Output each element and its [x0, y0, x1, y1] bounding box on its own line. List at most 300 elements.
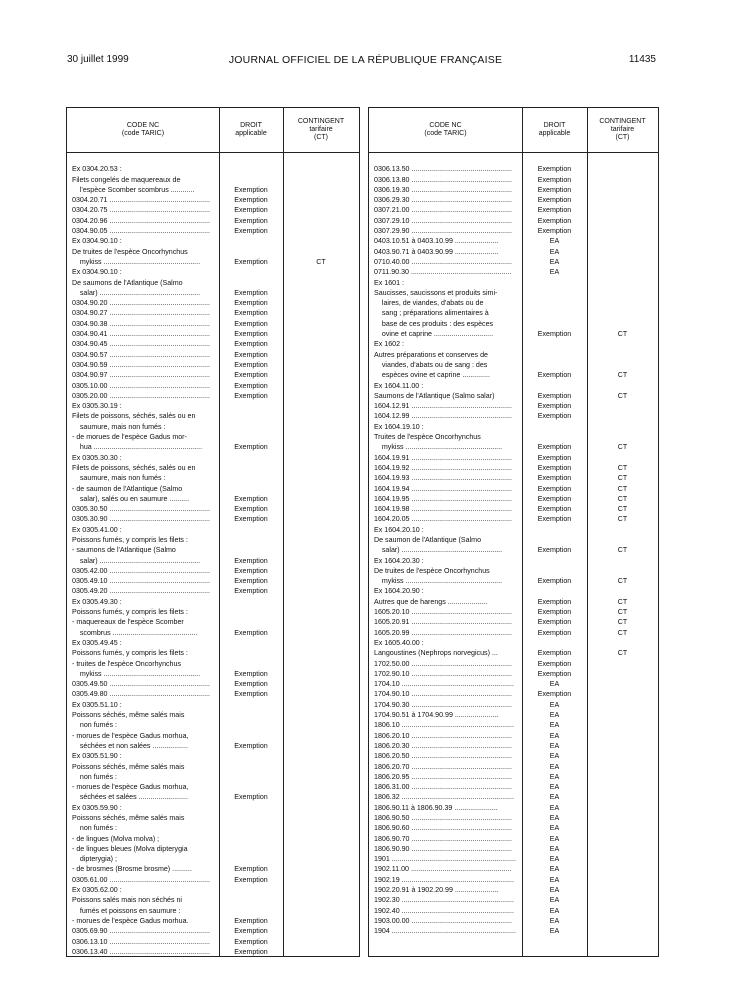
nc-code-cell: 0305.49.20 ................................................... — [72, 587, 210, 596]
nc-code-cell: 0306.19.30 ................................................... — [374, 185, 512, 194]
table-row — [67, 176, 359, 186]
droit-cell: Exemption — [537, 165, 572, 174]
droit-cell: Exemption — [234, 741, 268, 750]
droit-cell: Exemption — [537, 515, 572, 524]
nc-code-cell: 0305.49.80 ................................................... — [72, 690, 210, 699]
nc-code-cell: Saucisses, saucissons et produits simi- — [374, 288, 498, 297]
table-row — [67, 721, 359, 731]
nc-code-cell: - morues de l'espèce Gadus morhua. — [72, 916, 189, 925]
nc-code-cell: dipterygia) ; — [72, 855, 117, 864]
nc-code-cell: Saumons de l'Atlantique (Salmo salar) — [374, 391, 495, 400]
nc-code-cell: 1806.90.11 à 1806.90.39 ...................... — [374, 803, 498, 812]
droit-cell: Exemption — [537, 175, 572, 184]
table-row — [67, 495, 359, 505]
nc-code-cell: 0710.40.00 ................................................... — [374, 257, 512, 266]
droit-cell: EA — [549, 680, 560, 689]
nc-code-cell: Autres préparations et conserves de — [374, 350, 488, 359]
nc-code-cell: 1604.19.94 ................................................... — [374, 484, 512, 493]
droit-cell: Exemption — [234, 505, 268, 514]
droit-cell: EA — [549, 257, 560, 266]
droit-cell: Exemption — [234, 680, 268, 689]
nc-code-cell: 1806.31.00 ................................................... — [374, 783, 512, 792]
header-code-line2: (code TARIC) — [121, 130, 165, 137]
table-row — [369, 608, 658, 618]
table-row — [67, 763, 359, 773]
nc-code-cell: 0306.29.30 ................................................... — [374, 196, 512, 205]
nc-code-cell: 0307.29.90 ................................................... — [374, 227, 512, 236]
table-row — [369, 690, 658, 700]
nc-code-cell: Ex 0305.49.45 : — [72, 638, 122, 647]
nc-code-cell: 0304.20.71 ................................................... — [72, 196, 210, 205]
table-row — [369, 660, 658, 670]
nc-code-cell: 1604.12.99 ................................................... — [374, 412, 512, 421]
header-droit-line2: applicable — [235, 130, 267, 137]
table-row — [67, 773, 359, 783]
droit-cell: EA — [549, 886, 560, 895]
droit-cell: EA — [549, 916, 560, 925]
table-row — [67, 660, 359, 670]
table-row — [369, 835, 658, 845]
header-code-line1: CODE NC — [126, 122, 160, 129]
nc-code-cell: Autres que de harengs .................... — [374, 597, 488, 606]
nc-code-cell: viandes, d'abats ou de sang : des — [374, 360, 488, 369]
table-body-left — [67, 155, 359, 958]
droit-cell: Exemption — [234, 350, 268, 359]
table-row — [369, 907, 658, 917]
table-row — [369, 546, 658, 556]
nc-code-cell: 1604.19.91 ................................................... — [374, 453, 512, 462]
nc-code-cell: 0304.90.38 ................................................... — [72, 319, 210, 328]
table-row — [67, 412, 359, 422]
nc-code-cell: De saumons de l'Atlantique (Salmo — [72, 278, 183, 287]
table-row — [67, 608, 359, 618]
table-row — [67, 454, 359, 464]
nc-code-cell: 0305.42.00 ................................................... — [72, 566, 210, 575]
table-row — [369, 165, 658, 175]
nc-code-cell: 1806.20.95 ................................................... — [374, 772, 512, 781]
nc-code-cell: Ex 0305.51.10 : — [72, 700, 122, 709]
table-row — [369, 845, 658, 855]
nc-code-cell: base de ces produits : des espèces — [374, 319, 494, 328]
table-row — [369, 299, 658, 309]
page-date: 30 juillet 1999 — [67, 54, 129, 65]
table-row — [369, 505, 658, 515]
table-row — [369, 423, 658, 433]
table-row — [67, 371, 359, 381]
nc-code-cell: 0305.10.00 ................................................... — [72, 381, 210, 390]
table-row — [67, 268, 359, 278]
droit-cell: Exemption — [234, 494, 268, 503]
table-row — [67, 855, 359, 865]
header-contingent — [283, 108, 359, 152]
droit-cell: Exemption — [234, 309, 268, 318]
nc-code-cell: 1704.10 ......................................................... — [374, 680, 514, 689]
table-row — [67, 155, 359, 165]
nc-code-cell: non fumés : — [72, 824, 117, 833]
table-row — [67, 680, 359, 690]
droit-cell: Exemption — [234, 875, 268, 884]
droit-cell: Exemption — [234, 381, 268, 390]
nc-code-cell: 1806.90.90 ................................................... — [374, 844, 512, 853]
nc-code-cell: 1806.20.50 ................................................... — [374, 752, 512, 761]
nc-code-cell: 0305.30.90 ................................................... — [72, 515, 210, 524]
droit-cell: Exemption — [537, 608, 572, 617]
nc-code-cell: mykiss ................................................. — [374, 577, 503, 586]
table-row — [369, 855, 658, 865]
nc-code-cell: 1901 ............................................................... — [374, 855, 516, 864]
nc-code-cell: 1806.32 ......................................................... — [374, 793, 514, 802]
nc-code-cell: 1704.90.51 à 1704.90.99 ...................... — [374, 711, 499, 720]
header-code-line2: (code TARIC) — [424, 130, 467, 137]
nc-code-cell: 0306.13.50 ................................................... — [374, 165, 512, 174]
table-row — [67, 361, 359, 371]
droit-cell: Exemption — [234, 556, 268, 565]
droit-cell: Exemption — [537, 463, 572, 472]
nc-code-cell: 0306.13.80 ................................................... — [374, 175, 512, 184]
table-row — [67, 206, 359, 216]
table-row — [369, 721, 658, 731]
header-droit-line2: applicable — [538, 130, 571, 137]
contingent-cell: CT — [617, 463, 628, 472]
table-row — [369, 711, 658, 721]
nc-code-cell: Truites de l'espèce Oncorhynchus — [374, 433, 481, 442]
table-row — [67, 402, 359, 412]
nc-code-cell: 1902.40 ......................................................... — [374, 906, 514, 915]
table-row — [369, 557, 658, 567]
nc-code-cell: 1902.19 ......................................................... — [374, 875, 514, 884]
droit-cell: EA — [549, 834, 560, 843]
droit-cell: Exemption — [537, 690, 572, 699]
nc-code-cell: mykiss ................................................. — [72, 669, 201, 678]
table-row — [369, 382, 658, 392]
table-row — [67, 927, 359, 937]
droit-cell: Exemption — [537, 669, 572, 678]
droit-cell: Exemption — [537, 649, 572, 658]
table-row — [369, 536, 658, 546]
table-row — [369, 485, 658, 495]
nc-code-cell: Filets de poissons, séchés, salés ou en — [72, 412, 196, 421]
table-row — [67, 505, 359, 515]
nc-code-cell: 1904 ............................................................... — [374, 927, 516, 936]
droit-cell: Exemption — [234, 257, 268, 266]
droit-cell: EA — [549, 247, 560, 256]
table-row — [369, 258, 658, 268]
droit-cell: Exemption — [234, 937, 268, 946]
table-row — [67, 948, 359, 958]
droit-cell: Exemption — [234, 330, 268, 339]
nc-code-cell: 1806.20.10 ................................................... — [374, 731, 512, 740]
table-row — [67, 392, 359, 402]
droit-cell: EA — [549, 855, 560, 864]
nc-code-cell: 0304.90.59 ................................................... — [72, 360, 210, 369]
droit-cell: EA — [549, 896, 560, 905]
table-row — [369, 927, 658, 937]
nc-code-cell: 0305.69.90 ................................................... — [72, 927, 210, 936]
droit-cell: Exemption — [537, 474, 572, 483]
table-row — [67, 690, 359, 700]
contingent-cell: CT — [617, 649, 628, 658]
nc-code-cell: salar) ................................................... — [374, 546, 503, 555]
nc-code-cell: 1903.00.00 ................................................... — [374, 916, 512, 925]
table-row — [67, 907, 359, 917]
nc-code-cell: 1604.19.98 ................................................... — [374, 505, 512, 514]
table-row — [369, 227, 658, 237]
table-row — [369, 474, 658, 484]
table-body-right — [369, 155, 658, 938]
nc-code-cell: 0306.13.40 ................................................... — [72, 947, 210, 956]
table-row — [369, 567, 658, 577]
table-row — [369, 629, 658, 639]
nc-code-cell: - de lingues (Molva molva) ; — [72, 834, 160, 843]
header-code — [67, 108, 219, 152]
table-row — [67, 248, 359, 258]
nc-code-cell: 1806.20.70 ................................................... — [374, 762, 512, 771]
table-row — [369, 155, 658, 165]
table-row — [67, 670, 359, 680]
nc-code-cell: Poissons salés mais non séchés ni — [72, 896, 183, 905]
contingent-cell: CT — [617, 474, 628, 483]
nc-code-cell: 0307.29.10 ................................................... — [374, 216, 512, 225]
droit-cell: EA — [549, 752, 560, 761]
table-row — [369, 371, 658, 381]
table-row — [369, 742, 658, 752]
nc-code-cell: 1806.90.70 ................................................... — [374, 834, 512, 843]
nc-code-cell: Ex 1604.19.10 : — [374, 422, 424, 431]
table-row — [369, 865, 658, 875]
droit-cell: Exemption — [537, 577, 572, 586]
droit-cell: Exemption — [537, 494, 572, 503]
nc-code-cell: Poissons séchés, même salés mais — [72, 711, 185, 720]
table-row — [67, 382, 359, 392]
table-row — [369, 454, 658, 464]
droit-cell: Exemption — [537, 618, 572, 627]
table-row — [67, 474, 359, 484]
droit-cell: Exemption — [537, 505, 572, 514]
nc-code-cell: 0304.90.27 ................................................... — [72, 309, 210, 318]
nc-code-cell: 0711.90.30 ................................................... — [374, 268, 512, 277]
nc-code-cell: non fumés : — [72, 721, 117, 730]
table-row — [369, 464, 658, 474]
droit-cell: EA — [549, 824, 560, 833]
nc-code-cell: 1806.10 ......................................................... — [374, 721, 514, 730]
nc-code-cell: Poissons fumés, y compris les filets : — [72, 649, 188, 658]
table-row — [67, 186, 359, 196]
droit-cell: Exemption — [234, 587, 268, 596]
nc-code-cell: Ex 1604.11.00 : — [374, 381, 424, 390]
table-row — [67, 896, 359, 906]
table-row — [67, 835, 359, 845]
nc-code-cell: Ex 1601 : — [374, 278, 404, 287]
header-contingent-line1: CONTINGENT — [297, 118, 345, 125]
contingent-cell: CT — [617, 577, 628, 586]
droit-cell: Exemption — [234, 669, 268, 678]
droit-cell: Exemption — [537, 196, 572, 205]
nc-code-cell: scombrus ........................................... — [72, 628, 198, 637]
nc-code-cell: De truites de l'espèce Oncorhynchus — [374, 566, 490, 575]
nc-code-cell: séchées et non salées .................. — [72, 741, 188, 750]
header-droit — [219, 108, 283, 152]
table-row — [67, 824, 359, 834]
table-row — [67, 217, 359, 227]
table-row — [67, 886, 359, 896]
nc-code-cell: Ex 1602 : — [374, 340, 404, 349]
nc-code-cell: 0304.90.20 ................................................... — [72, 299, 210, 308]
table-row — [369, 402, 658, 412]
nc-code-cell: 1902.20.91 à 1902.20.99 ...................... — [374, 886, 499, 895]
table-row — [369, 392, 658, 402]
table-row — [369, 351, 658, 361]
table-row — [67, 289, 359, 299]
nc-code-cell: Ex 0305.49.30 : — [72, 597, 122, 606]
table-row — [67, 711, 359, 721]
contingent-cell: CT — [617, 505, 628, 514]
header-contingent-line3: (CT) — [615, 134, 630, 141]
table-row — [369, 732, 658, 742]
nc-code-cell: 0307.21.00 ................................................... — [374, 206, 512, 215]
table-row — [369, 917, 658, 927]
nc-code-cell: Ex 0305.30.30 : — [72, 453, 122, 462]
droit-cell: EA — [549, 875, 560, 884]
droit-cell: EA — [549, 237, 560, 246]
droit-cell: EA — [549, 927, 560, 936]
table-row — [67, 577, 359, 587]
nc-code-cell: Ex 1604.20.30 : — [374, 556, 424, 565]
nc-code-cell: Poissons fumés, y compris les filets : — [72, 535, 188, 544]
nc-code-cell: 0304.90.05 ................................................... — [72, 227, 210, 236]
nc-code-cell: 0304.90.57 ................................................... — [72, 350, 210, 359]
table-row — [369, 577, 658, 587]
table-row — [369, 186, 658, 196]
nc-code-cell: 0305.20.00 ................................................... — [72, 391, 210, 400]
droit-cell: EA — [549, 793, 560, 802]
nc-code-cell: Ex 0304.90.10 : — [72, 268, 122, 277]
nc-code-cell: Ex 0304.90.10 : — [72, 237, 122, 246]
table-row — [67, 279, 359, 289]
droit-cell: Exemption — [537, 206, 572, 215]
nc-code-cell: Ex 1605.40.00 : — [374, 638, 424, 647]
droit-cell: Exemption — [537, 597, 572, 606]
nc-code-cell: 1702.90.10 ................................................... — [374, 669, 512, 678]
droit-cell: Exemption — [537, 412, 572, 421]
nc-code-cell: Filets congelés de maquereaux de — [72, 175, 181, 184]
nc-code-cell: - truites de l'espèce Oncorhynchus — [72, 659, 181, 668]
droit-cell: Exemption — [234, 216, 268, 225]
table-row — [369, 361, 658, 371]
nc-code-cell: 0304.90.97 ................................................... — [72, 371, 210, 380]
nc-code-cell: fumés et poissons en saumure : — [72, 906, 181, 915]
tariff-table-right — [368, 107, 659, 957]
contingent-cell: CT — [617, 618, 628, 627]
nc-code-cell: 0403.90.71 à 0403.90.99 ...................... — [374, 247, 499, 256]
droit-cell: EA — [549, 803, 560, 812]
contingent-cell: CT — [617, 443, 628, 452]
table-row — [67, 485, 359, 495]
droit-cell: Exemption — [537, 453, 572, 462]
nc-code-cell: 0304.90.41 ................................................... — [72, 330, 210, 339]
table-row — [369, 598, 658, 608]
header-code-line1: CODE NC — [429, 122, 462, 129]
table-row — [67, 938, 359, 948]
droit-cell: Exemption — [537, 659, 572, 668]
header-droit — [522, 108, 587, 152]
table-row — [67, 783, 359, 793]
table-row — [67, 639, 359, 649]
table-row — [67, 629, 359, 639]
nc-code-cell: 0305.49.50 ................................................... — [72, 680, 210, 689]
nc-code-cell: laires, de viandes, d'abats ou de — [374, 299, 484, 308]
nc-code-cell: Ex 1604.20.10 : — [374, 525, 424, 534]
table-row — [67, 196, 359, 206]
table-row — [67, 732, 359, 742]
contingent-cell: CT — [617, 330, 628, 339]
table-row — [67, 443, 359, 453]
droit-cell: Exemption — [537, 185, 572, 194]
nc-code-cell: De truites de l'espèce Oncorhynchus — [72, 247, 188, 256]
nc-code-cell: - de saumon de l'Atlantique (Salmo — [72, 484, 183, 493]
droit-cell: Exemption — [234, 566, 268, 575]
contingent-cell: CT — [617, 597, 628, 606]
nc-code-cell: Ex 0305.41.00 : — [72, 525, 122, 534]
table-row — [67, 330, 359, 340]
nc-code-cell: Ex 0305.30.19 : — [72, 402, 122, 411]
table-row — [67, 649, 359, 659]
table-row — [67, 515, 359, 525]
nc-code-cell: 0304.20.96 ................................................... — [72, 216, 210, 225]
table-row — [369, 649, 658, 659]
nc-code-cell: Ex 1604.20.90 : — [374, 587, 424, 596]
droit-cell: Exemption — [537, 227, 572, 236]
droit-cell: EA — [549, 741, 560, 750]
droit-cell: Exemption — [537, 484, 572, 493]
table-row — [369, 289, 658, 299]
nc-code-cell: 0305.61.00 ................................................... — [72, 875, 210, 884]
nc-code-cell: saumure, mais non fumés : — [72, 422, 166, 431]
table-row — [67, 320, 359, 330]
table-header — [369, 108, 658, 153]
droit-cell: Exemption — [234, 360, 268, 369]
table-row — [67, 309, 359, 319]
journal-title: JOURNAL OFFICIEL DE LA RÉPUBLIQUE FRANÇAISE — [228, 54, 503, 66]
table-row — [369, 773, 658, 783]
table-row — [369, 896, 658, 906]
nc-code-cell: Ex 0305.51.90 : — [72, 752, 122, 761]
table-row — [67, 752, 359, 762]
table-row — [369, 412, 658, 422]
nc-code-cell: non fumés : — [72, 772, 117, 781]
nc-code-cell: - morues de l'espèce Gadus morhua, — [72, 731, 189, 740]
droit-cell: Exemption — [234, 515, 268, 524]
nc-code-cell: Filets de poissons, séchés, salés ou en — [72, 463, 196, 472]
droit-cell: Exemption — [234, 690, 268, 699]
nc-code-cell: 1605.20.10 ................................................... — [374, 608, 512, 617]
droit-cell: EA — [549, 721, 560, 730]
table-row — [369, 309, 658, 319]
table-row — [369, 217, 658, 227]
table-row — [369, 886, 658, 896]
contingent-cell: CT — [617, 628, 628, 637]
header-contingent-line2: tarifaire — [309, 126, 333, 133]
nc-code-cell: - de lingues bleues (Molva dipterygia — [72, 844, 188, 853]
nc-code-cell: De saumon de l'Atlantique (Salmo — [374, 535, 482, 544]
header-contingent-line1: CONTINGENT — [599, 118, 646, 125]
droit-cell: EA — [549, 906, 560, 915]
table-row — [369, 330, 658, 340]
droit-cell: EA — [549, 772, 560, 781]
table-row — [369, 701, 658, 711]
header-contingent-line2: tarifaire — [610, 126, 635, 133]
nc-code-cell: 0304.90.45 ................................................... — [72, 340, 210, 349]
table-row — [67, 258, 359, 268]
